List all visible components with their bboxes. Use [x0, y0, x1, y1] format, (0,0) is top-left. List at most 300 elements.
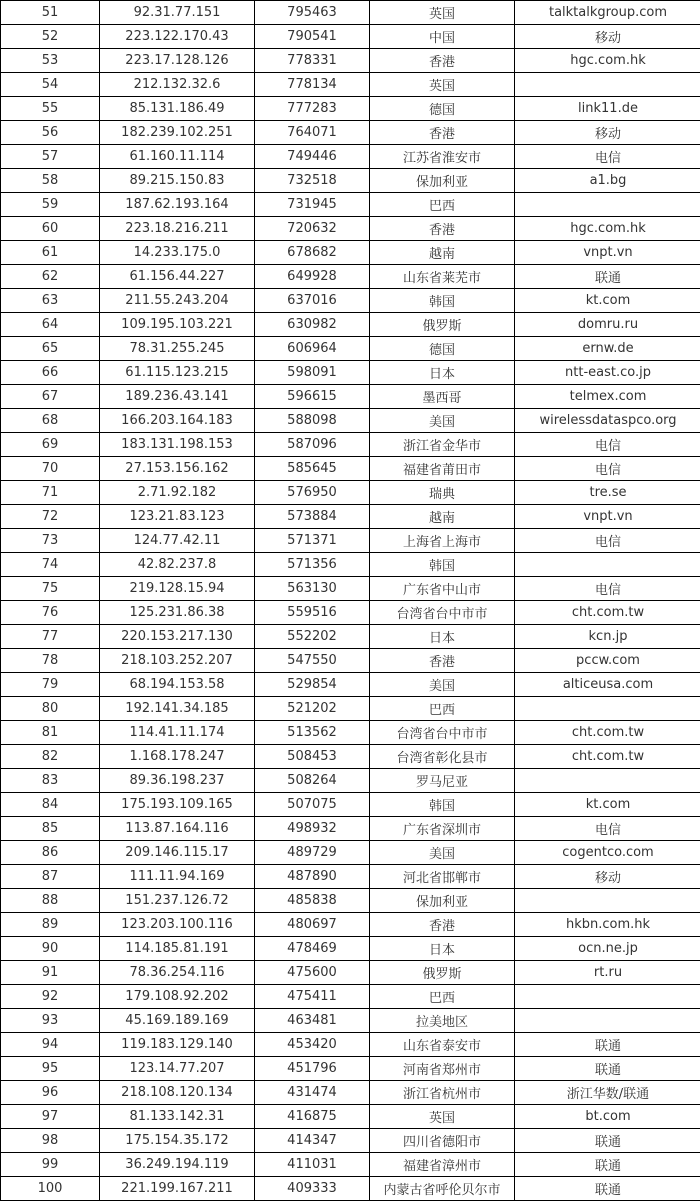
region-cell: 越南	[370, 505, 515, 529]
count-cell: 521202	[255, 697, 370, 721]
count-cell: 559516	[255, 601, 370, 625]
ip-address-cell: 189.236.43.141	[100, 385, 255, 409]
rank-cell: 60	[1, 217, 100, 241]
isp-cell: 移动	[515, 121, 700, 145]
isp-cell	[515, 985, 700, 1009]
table-row	[1, 433, 700, 457]
rank-cell: 98	[1, 1129, 100, 1153]
region-cell: 保加利亚	[370, 889, 515, 913]
table-row	[1, 769, 700, 793]
count-cell: 409333	[255, 1177, 370, 1201]
isp-cell: telmex.com	[515, 385, 700, 409]
ip-address-cell: 61.160.11.114	[100, 145, 255, 169]
region-cell: 拉美地区	[370, 1009, 515, 1033]
rank-cell: 52	[1, 25, 100, 49]
region-cell: 瑞典	[370, 481, 515, 505]
rank-cell: 72	[1, 505, 100, 529]
rank-cell: 100	[1, 1177, 100, 1201]
region-cell: 福建省莆田市	[370, 457, 515, 481]
table-row	[1, 121, 700, 145]
ip-address-cell: 89.215.150.83	[100, 169, 255, 193]
table-row	[1, 361, 700, 385]
table-row	[1, 1153, 700, 1177]
count-cell: 778331	[255, 49, 370, 73]
ip-address-cell: 223.18.216.211	[100, 217, 255, 241]
isp-cell: tre.se	[515, 481, 700, 505]
rank-cell: 78	[1, 649, 100, 673]
count-cell: 731945	[255, 193, 370, 217]
table-row	[1, 25, 700, 49]
count-cell: 547550	[255, 649, 370, 673]
rank-cell: 83	[1, 769, 100, 793]
isp-cell: hgc.com.hk	[515, 49, 700, 73]
rank-cell: 91	[1, 961, 100, 985]
table-row	[1, 937, 700, 961]
rank-cell: 63	[1, 289, 100, 313]
region-cell: 河南省郑州市	[370, 1057, 515, 1081]
rank-cell: 87	[1, 865, 100, 889]
rank-cell: 74	[1, 553, 100, 577]
count-cell: 563130	[255, 577, 370, 601]
ip-address-cell: 123.21.83.123	[100, 505, 255, 529]
isp-cell: ocn.ne.jp	[515, 937, 700, 961]
ip-address-cell: 221.199.167.211	[100, 1177, 255, 1201]
isp-cell: 电信	[515, 577, 700, 601]
count-cell: 790541	[255, 25, 370, 49]
rank-cell: 67	[1, 385, 100, 409]
rank-cell: 56	[1, 121, 100, 145]
region-cell: 巴西	[370, 193, 515, 217]
region-cell: 日本	[370, 625, 515, 649]
ip-address-cell: 109.195.103.221	[100, 313, 255, 337]
count-cell: 485838	[255, 889, 370, 913]
isp-cell: pccw.com	[515, 649, 700, 673]
count-cell: 480697	[255, 913, 370, 937]
count-cell: 588098	[255, 409, 370, 433]
rank-cell: 97	[1, 1105, 100, 1129]
count-cell: 764071	[255, 121, 370, 145]
rank-cell: 93	[1, 1009, 100, 1033]
region-cell: 内蒙古省呼伦贝尔市	[370, 1177, 515, 1201]
rank-cell: 57	[1, 145, 100, 169]
rank-cell: 65	[1, 337, 100, 361]
table-row	[1, 1, 700, 25]
count-cell: 411031	[255, 1153, 370, 1177]
isp-cell: hgc.com.hk	[515, 217, 700, 241]
count-cell: 552202	[255, 625, 370, 649]
rank-cell: 89	[1, 913, 100, 937]
isp-cell: a1.bg	[515, 169, 700, 193]
count-cell: 573884	[255, 505, 370, 529]
table-row	[1, 529, 700, 553]
table-row	[1, 697, 700, 721]
rank-cell: 59	[1, 193, 100, 217]
region-cell: 台湾省台中市市	[370, 601, 515, 625]
isp-cell	[515, 697, 700, 721]
table-row	[1, 169, 700, 193]
count-cell: 598091	[255, 361, 370, 385]
region-cell: 香港	[370, 49, 515, 73]
region-cell: 香港	[370, 913, 515, 937]
table-row	[1, 913, 700, 937]
region-cell: 上海省上海市	[370, 529, 515, 553]
region-cell: 美国	[370, 409, 515, 433]
count-cell: 475600	[255, 961, 370, 985]
region-cell: 韩国	[370, 793, 515, 817]
ip-address-cell: 223.17.128.126	[100, 49, 255, 73]
count-cell: 498932	[255, 817, 370, 841]
count-cell: 475411	[255, 985, 370, 1009]
region-cell: 香港	[370, 121, 515, 145]
region-cell: 广东省深圳市	[370, 817, 515, 841]
table-body	[1, 1, 700, 1201]
ip-address-cell: 114.185.81.191	[100, 937, 255, 961]
rank-cell: 53	[1, 49, 100, 73]
region-cell: 浙江省杭州市	[370, 1081, 515, 1105]
isp-cell: cht.com.tw	[515, 721, 700, 745]
count-cell: 463481	[255, 1009, 370, 1033]
table-row	[1, 481, 700, 505]
ip-address-cell: 218.108.120.134	[100, 1081, 255, 1105]
table-row	[1, 649, 700, 673]
table-row	[1, 673, 700, 697]
region-cell: 广东省中山市	[370, 577, 515, 601]
isp-cell: domru.ru	[515, 313, 700, 337]
isp-cell: rt.ru	[515, 961, 700, 985]
region-cell: 日本	[370, 361, 515, 385]
isp-cell: 浙江华数/联通	[515, 1081, 700, 1105]
isp-cell: ernw.de	[515, 337, 700, 361]
table-row	[1, 241, 700, 265]
table-row	[1, 745, 700, 769]
region-cell: 罗马尼亚	[370, 769, 515, 793]
rank-cell: 95	[1, 1057, 100, 1081]
ip-address-cell: 92.31.77.151	[100, 1, 255, 25]
isp-cell: cht.com.tw	[515, 745, 700, 769]
count-cell: 489729	[255, 841, 370, 865]
region-cell: 山东省莱芜市	[370, 265, 515, 289]
table-row	[1, 97, 700, 121]
count-cell: 431474	[255, 1081, 370, 1105]
ip-address-cell: 114.41.11.174	[100, 721, 255, 745]
isp-cell: 移动	[515, 25, 700, 49]
region-cell: 巴西	[370, 697, 515, 721]
rank-cell: 79	[1, 673, 100, 697]
ip-address-cell: 151.237.126.72	[100, 889, 255, 913]
ip-address-cell: 78.31.255.245	[100, 337, 255, 361]
table-row	[1, 409, 700, 433]
region-cell: 韩国	[370, 553, 515, 577]
table-row	[1, 145, 700, 169]
isp-cell: kt.com	[515, 289, 700, 313]
table-row	[1, 217, 700, 241]
ip-address-cell: 124.77.42.11	[100, 529, 255, 553]
ip-address-cell: 182.239.102.251	[100, 121, 255, 145]
table-row	[1, 1057, 700, 1081]
isp-cell: 联通	[515, 1177, 700, 1201]
rank-cell: 77	[1, 625, 100, 649]
region-cell: 河北省邯郸市	[370, 865, 515, 889]
region-cell: 台湾省彰化县市	[370, 745, 515, 769]
ip-address-cell: 223.122.170.43	[100, 25, 255, 49]
rank-cell: 58	[1, 169, 100, 193]
isp-cell: 电信	[515, 145, 700, 169]
table-row	[1, 313, 700, 337]
ip-address-cell: 85.131.186.49	[100, 97, 255, 121]
table-row	[1, 817, 700, 841]
region-cell: 俄罗斯	[370, 313, 515, 337]
isp-cell	[515, 1009, 700, 1033]
table-row	[1, 1177, 700, 1201]
table-row	[1, 1105, 700, 1129]
region-cell: 日本	[370, 937, 515, 961]
ip-address-cell: 220.153.217.130	[100, 625, 255, 649]
isp-cell: vnpt.vn	[515, 241, 700, 265]
region-cell: 中国	[370, 25, 515, 49]
region-cell: 巴西	[370, 985, 515, 1009]
rank-cell: 99	[1, 1153, 100, 1177]
ip-address-cell: 166.203.164.183	[100, 409, 255, 433]
isp-cell: ntt-east.co.jp	[515, 361, 700, 385]
ip-address-cell: 61.156.44.227	[100, 265, 255, 289]
table-row	[1, 505, 700, 529]
region-cell: 香港	[370, 649, 515, 673]
ip-address-cell: 42.82.237.8	[100, 553, 255, 577]
isp-cell	[515, 769, 700, 793]
isp-cell	[515, 193, 700, 217]
count-cell: 576950	[255, 481, 370, 505]
rank-cell: 70	[1, 457, 100, 481]
table-row	[1, 721, 700, 745]
rank-cell: 75	[1, 577, 100, 601]
count-cell: 414347	[255, 1129, 370, 1153]
count-cell: 637016	[255, 289, 370, 313]
isp-cell: 联通	[515, 265, 700, 289]
rank-cell: 62	[1, 265, 100, 289]
table-row	[1, 865, 700, 889]
count-cell: 451796	[255, 1057, 370, 1081]
ip-address-cell: 212.132.32.6	[100, 73, 255, 97]
isp-cell: bt.com	[515, 1105, 700, 1129]
count-cell: 585645	[255, 457, 370, 481]
table-row	[1, 1009, 700, 1033]
ip-address-cell: 219.128.15.94	[100, 577, 255, 601]
table-row	[1, 601, 700, 625]
count-cell: 571371	[255, 529, 370, 553]
table-row	[1, 841, 700, 865]
rank-cell: 80	[1, 697, 100, 721]
count-cell: 508453	[255, 745, 370, 769]
count-cell: 720632	[255, 217, 370, 241]
table-row	[1, 73, 700, 97]
ip-address-cell: 1.168.178.247	[100, 745, 255, 769]
ip-address-cell: 125.231.86.38	[100, 601, 255, 625]
rank-cell: 66	[1, 361, 100, 385]
region-cell: 江苏省淮安市	[370, 145, 515, 169]
region-cell: 德国	[370, 97, 515, 121]
count-cell: 732518	[255, 169, 370, 193]
rank-cell: 73	[1, 529, 100, 553]
ip-address-cell: 123.203.100.116	[100, 913, 255, 937]
region-cell: 福建省漳州市	[370, 1153, 515, 1177]
isp-cell: cogentco.com	[515, 841, 700, 865]
region-cell: 台湾省台中市市	[370, 721, 515, 745]
rank-cell: 96	[1, 1081, 100, 1105]
isp-cell: 联通	[515, 1057, 700, 1081]
ip-address-cell: 175.193.109.165	[100, 793, 255, 817]
isp-cell: 电信	[515, 457, 700, 481]
isp-cell: hkbn.com.hk	[515, 913, 700, 937]
rank-cell: 61	[1, 241, 100, 265]
isp-cell: 移动	[515, 865, 700, 889]
table-row	[1, 1081, 700, 1105]
region-cell: 香港	[370, 217, 515, 241]
region-cell: 越南	[370, 241, 515, 265]
region-cell: 保加利亚	[370, 169, 515, 193]
table-row	[1, 889, 700, 913]
ip-address-cell: 81.133.142.31	[100, 1105, 255, 1129]
table-row	[1, 1033, 700, 1057]
ip-address-cell: 78.36.254.116	[100, 961, 255, 985]
ip-address-cell: 218.103.252.207	[100, 649, 255, 673]
table-row	[1, 385, 700, 409]
rank-cell: 68	[1, 409, 100, 433]
ip-address-cell: 14.233.175.0	[100, 241, 255, 265]
rank-cell: 92	[1, 985, 100, 1009]
count-cell: 606964	[255, 337, 370, 361]
table-row	[1, 457, 700, 481]
ip-address-cell: 175.154.35.172	[100, 1129, 255, 1153]
isp-cell: kcn.jp	[515, 625, 700, 649]
ip-address-cell: 61.115.123.215	[100, 361, 255, 385]
rank-cell: 55	[1, 97, 100, 121]
isp-cell: 联通	[515, 1153, 700, 1177]
ip-address-cell: 119.183.129.140	[100, 1033, 255, 1057]
count-cell: 529854	[255, 673, 370, 697]
ip-address-cell: 211.55.243.204	[100, 289, 255, 313]
table-row	[1, 961, 700, 985]
region-cell: 英国	[370, 1105, 515, 1129]
region-cell: 美国	[370, 673, 515, 697]
table-row	[1, 553, 700, 577]
isp-cell: link11.de	[515, 97, 700, 121]
table-row	[1, 337, 700, 361]
table-row	[1, 577, 700, 601]
region-cell: 英国	[370, 1, 515, 25]
rank-cell: 82	[1, 745, 100, 769]
count-cell: 453420	[255, 1033, 370, 1057]
count-cell: 587096	[255, 433, 370, 457]
isp-cell: wirelessdataspco.org	[515, 409, 700, 433]
table-row	[1, 193, 700, 217]
isp-cell: alticeusa.com	[515, 673, 700, 697]
count-cell: 478469	[255, 937, 370, 961]
ip-address-cell: 192.141.34.185	[100, 697, 255, 721]
ip-address-cell: 68.194.153.58	[100, 673, 255, 697]
ip-address-cell: 183.131.198.153	[100, 433, 255, 457]
ip-address-cell: 123.14.77.207	[100, 1057, 255, 1081]
ip-address-cell: 113.87.164.116	[100, 817, 255, 841]
count-cell: 778134	[255, 73, 370, 97]
region-cell: 美国	[370, 841, 515, 865]
isp-cell: 电信	[515, 817, 700, 841]
rank-cell: 69	[1, 433, 100, 457]
region-cell: 四川省德阳市	[370, 1129, 515, 1153]
ip-address-cell: 36.249.194.119	[100, 1153, 255, 1177]
count-cell: 571356	[255, 553, 370, 577]
count-cell: 777283	[255, 97, 370, 121]
region-cell: 俄罗斯	[370, 961, 515, 985]
isp-cell: 联通	[515, 1033, 700, 1057]
table-row	[1, 625, 700, 649]
ip-address-cell: 27.153.156.162	[100, 457, 255, 481]
count-cell: 487890	[255, 865, 370, 889]
isp-cell: kt.com	[515, 793, 700, 817]
region-cell: 浙江省金华市	[370, 433, 515, 457]
count-cell: 507075	[255, 793, 370, 817]
isp-cell: 电信	[515, 529, 700, 553]
isp-cell	[515, 889, 700, 913]
count-cell: 513562	[255, 721, 370, 745]
count-cell: 678682	[255, 241, 370, 265]
ip-address-cell: 179.108.92.202	[100, 985, 255, 1009]
ip-address-cell: 2.71.92.182	[100, 481, 255, 505]
isp-cell	[515, 553, 700, 577]
isp-cell: 电信	[515, 433, 700, 457]
region-cell: 韩国	[370, 289, 515, 313]
rank-cell: 84	[1, 793, 100, 817]
count-cell: 649928	[255, 265, 370, 289]
table-row	[1, 1129, 700, 1153]
table-row	[1, 49, 700, 73]
isp-cell	[515, 73, 700, 97]
count-cell: 795463	[255, 1, 370, 25]
rank-cell: 88	[1, 889, 100, 913]
ip-address-cell: 209.146.115.17	[100, 841, 255, 865]
rank-cell: 64	[1, 313, 100, 337]
isp-cell: 联通	[515, 1129, 700, 1153]
isp-cell: talktalkgroup.com	[515, 1, 700, 25]
count-cell: 416875	[255, 1105, 370, 1129]
rank-cell: 51	[1, 1, 100, 25]
count-cell: 596615	[255, 385, 370, 409]
count-cell: 508264	[255, 769, 370, 793]
table-row	[1, 793, 700, 817]
ip-address-cell: 45.169.189.169	[100, 1009, 255, 1033]
rank-cell: 54	[1, 73, 100, 97]
region-cell: 山东省泰安市	[370, 1033, 515, 1057]
region-cell: 英国	[370, 73, 515, 97]
rank-cell: 85	[1, 817, 100, 841]
count-cell: 749446	[255, 145, 370, 169]
rank-cell: 86	[1, 841, 100, 865]
rank-cell: 71	[1, 481, 100, 505]
isp-cell: cht.com.tw	[515, 601, 700, 625]
ip-address-cell: 187.62.193.164	[100, 193, 255, 217]
ip-address-cell: 89.36.198.237	[100, 769, 255, 793]
table-row	[1, 985, 700, 1009]
count-cell: 630982	[255, 313, 370, 337]
rank-cell: 90	[1, 937, 100, 961]
region-cell: 墨西哥	[370, 385, 515, 409]
rank-cell: 76	[1, 601, 100, 625]
table-row	[1, 265, 700, 289]
isp-cell: vnpt.vn	[515, 505, 700, 529]
rank-cell: 81	[1, 721, 100, 745]
region-cell: 德国	[370, 337, 515, 361]
rank-cell: 94	[1, 1033, 100, 1057]
table-row	[1, 289, 700, 313]
